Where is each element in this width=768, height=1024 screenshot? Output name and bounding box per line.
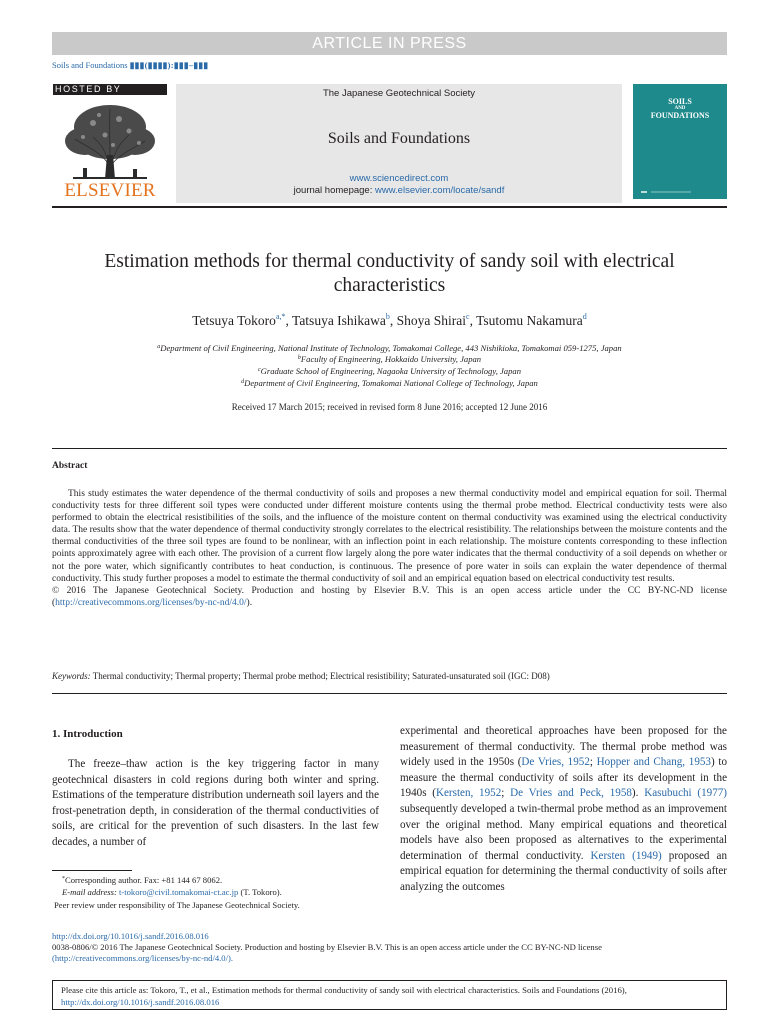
reference-link[interactable]: Kersten (1949) [590,849,662,862]
abstract-top-rule [52,448,727,449]
intro-text-segment: ). [631,787,645,800]
hosted-by-label: HOSTED BY [53,84,167,95]
footnote-corresponding [52,874,382,886]
header-divider [52,206,727,208]
affiliation-d [52,378,727,388]
journal-name: Soils and Foundations [327,130,471,147]
affiliation-b [52,354,727,364]
received-dates: Received 17 March 2015; received in revised form 8 June 2016; accepted 12 June 2016 [231,402,548,412]
intro-text-segment: subsequently developed a twin-thermal probe method as an improvement over the original method. Many empirical equations and theoretical models have also been proposed as alternatives to the experimental determination of thermal conductivity. [400,802,727,862]
cover-line-1: SOILS [668,97,692,106]
elsevier-wordmark: ELSEVIER [64,180,156,201]
author-affiliation-marker[interactable]: d [582,312,587,321]
license-link-footer[interactable]: (http://creativecommons.org/licenses/by-nc-nd/4.0/). [52,953,233,963]
affiliation-marker: c [258,367,261,373]
intro-left-column: The freeze–thaw action is the key triggering factor in many geotechnical disasters in cold regions during both winter and spring. Estimations of the temperature distribution underneath soil layers and the frost-penetration depth, in consideration of the thermal conductivities of soils, are critical for the prevention of such disasters. In the last few decades, a number of [52,758,379,848]
intro-right-column [400,724,727,896]
affiliation-text: Department of Civil Engineering, National Institute of Technology, Tomakomai College, 443 Nishikioka, Tomakomai 059-1275, Japan [160,343,622,353]
affiliation-text: Graduate School of Engineering, Nagaoka University of Technology, Japan [260,366,521,376]
author-name: Shoya Shirai [396,313,467,328]
abstract-bottom-rule [52,693,727,694]
citation-text: Please cite this article as: Tokoro, T., et al., Estimation methods for thermal conductivity of sandy soil with electrical characteristics. Soils and Foundations (2016), [61,985,627,995]
footnote-email [52,886,382,898]
homepage-label: journal homepage: [293,185,375,196]
author-affiliation-marker[interactable]: b [385,312,390,321]
intro-text-segment: experimental and theoretical approaches have been proposed for the measurement of thermal conductivity. The thermal probe method was widely used in the 1950s ( [400,725,727,769]
abstract-body [52,488,727,609]
copyright-line [52,585,727,609]
cover-line-2: AND [674,105,686,111]
article-title: Estimation methods for thermal conductivity of sandy soil with electrical characteristics [104,251,675,296]
license-link[interactable]: http://creativecommons.org/licenses/by-nc-nd/4.0/ [55,597,247,608]
intro-text-segment: ) to measure the thermal conductivity of soils after its development in the 1940s ( [400,756,727,800]
reference-link[interactable]: De Vries and Peck, 1958 [510,787,632,800]
asterisk-marker: * [62,876,65,882]
author-affiliation-marker[interactable]: c [466,312,470,321]
affiliation-marker: d [241,379,245,385]
author-separator: , [389,313,397,328]
reference-link[interactable]: Kersten, 1952 [436,787,502,800]
keywords-label: Keywords: [52,671,91,681]
intro-text-segment: ; [501,787,511,800]
keywords-list: Thermal conductivity; Thermal property; Thermal probe method; Electrical resistibility; Saturated-unsaturated soil (IGC: D08) [90,671,550,681]
footnote-corresponding-text: Corresponding author. Fax: +81 144 67 8062. [65,875,223,885]
journal-ref-code: ▮▮▮(▮▮▮▮):▮▮▮–▮▮▮ [129,60,209,70]
affiliation-a [52,343,727,353]
journal-cover-thumbnail[interactable] [633,84,727,199]
author-list [52,313,727,329]
cover-line-3: FOUNDATIONS [650,110,710,120]
affiliation-text: Faculty of Engineering, Hokkaido University, Japan [300,354,482,364]
affiliation-c [52,366,727,376]
reference-link[interactable]: De Vries, 1952 [521,756,590,769]
author-separator: , [285,313,293,328]
cover-title [633,98,727,119]
copyright-close: ). [246,597,253,608]
affiliation-text: Department of Civil Engineering, Tomakomai National College of Technology, Japan [244,378,538,388]
footnote-rule [52,870,132,871]
cover-footer-logo [641,190,719,194]
doi-block [52,931,727,964]
keywords-line [52,671,727,681]
citation-doi-link[interactable]: http://dx.doi.org/10.1016/j.sandf.2016.08.016 [61,997,220,1007]
society-name: The Japanese Geotechnical Society [322,88,476,99]
affiliation-marker: a [157,344,161,350]
reference-link[interactable]: Kasubuchi (1977) [644,787,727,800]
reference-link[interactable]: Hopper and Chang, 1953 [596,756,711,769]
author-name: Tetsuya Tokoro [192,313,276,328]
intro-text-segment: ; [589,756,597,769]
journal-homepage [176,185,622,196]
section-heading-introduction: 1. Introduction [52,728,123,740]
sciencedirect-link[interactable]: www.sciencedirect.com [349,173,449,184]
copyright-text: © 2016 The Japanese Geotechnical Society. Production and hosting by Elsevier B.V. This is an open access article under the CC BY-NC-ND license ( [52,585,727,608]
footnotes [52,874,382,911]
issn-line: 0038-0806/© 2016 The Japanese Geotechnical Society. Production and hosting by Elsevier B.V. This is an open access article under the CC BY-NC-ND license [52,942,602,952]
author-separator: , [469,313,477,328]
doi-link[interactable]: http://dx.doi.org/10.1016/j.sandf.2016.08.016 [52,931,209,941]
journal-reference [52,60,208,71]
journal-header-box [176,84,622,203]
journal-ref-name[interactable]: Soils and Foundations [52,60,128,70]
author-affiliation-marker[interactable]: a,* [275,312,286,321]
homepage-link[interactable]: www.elsevier.com/locate/sandf [374,185,505,196]
abstract-text: This study estimates the water dependence of the thermal conductivity of soils and proposes a new thermal conductivity model and empirical equation for soil. Thermal conductivity tests for three different soil types were conducted under different moisture contents using the thermal probe method. Electrical conductivity tests were also performed to obtain the electrical resistibilities of the soils, and the influence of the moisture content on thermal conductivity was examined using the electrical conductivity data. The results show that the water dependence of thermal conductivity strongly correlates to the electrical resistibility. The relationships between the moisture contents and the thermal conductivities of the three soil types are found to be nonlinear, with an inflection point in each relationship. The moisture contents corresponding to these inflection points approximately agree with each other. The provision of a current flow largely along the pore water indicates that the thermal conductivity of a soil depends on whether or not the pore water, which significantly contributes to heat conduction, is continuous. The presence of pore water in soils can explain the water dependence of thermal conductivity. This study further proposes a model to estimate the thermal conductivity of soil and an empirical equation based on electrical conductivity test results. [52,489,727,584]
affiliation-marker: b [297,355,301,361]
author-name: Tatsuya Ishikawa [292,313,386,328]
email-link[interactable]: t-tokoro@civil.tomakomai-ct.ac.jp [118,887,239,898]
email-after: (T. Tokoro). [238,887,282,898]
article-in-press-banner: ARTICLE IN PRESS [52,32,727,55]
email-label: E-mail address: [62,887,119,898]
footnote-peer-review: Peer review under responsibility of The Japanese Geotechnical Society. [54,899,300,910]
author-name: Tsutomu Nakamura [476,313,583,328]
intro-text-segment: proposed an empirical equation for determining the thermal conductivity of soils after analyzing the outcomes [400,849,727,893]
abstract-heading: Abstract [52,461,88,471]
citation-box [52,980,727,1010]
